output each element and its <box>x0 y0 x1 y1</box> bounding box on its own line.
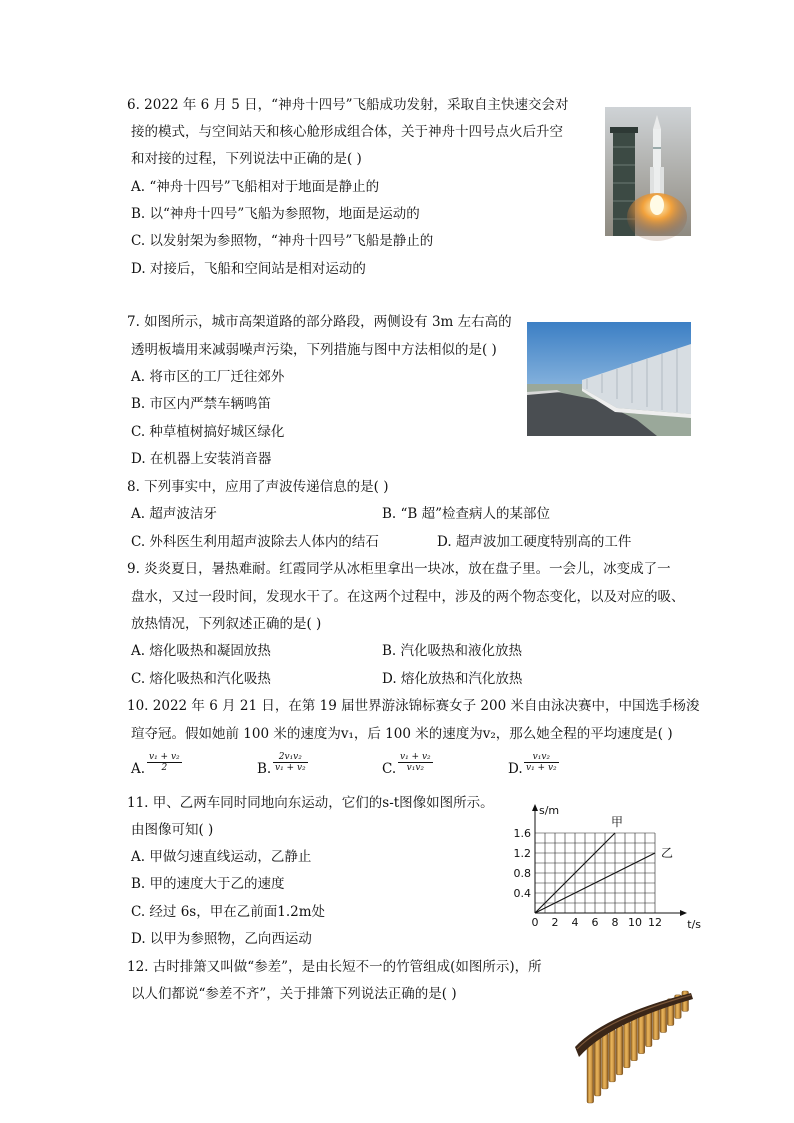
series-label-yi: 乙 <box>661 846 674 860</box>
q7-option-a: A. 将市区的工厂迁往郊外 <box>131 369 285 385</box>
q9-stem-line-1: 9. 炎炎夏日，暑热难耐。红霞同学从冰柜里拿出一块冰，放在盘子里。一会儿，冰变成了一 <box>127 561 671 577</box>
q11-stem-line-1: 11. 甲、乙两车同时同地向东运动，它们的s-t图像如图所示。 <box>127 795 494 811</box>
q9-stem-line-2: 盘水，又过一段时间，发现水干了。在这两个过程中，涉及的两个物态变化，以及对应的吸、 <box>131 589 685 605</box>
x-tick-label: 0 <box>531 916 539 929</box>
q10-option-b-label: B. <box>257 761 272 777</box>
y-tick-label: 0.4 <box>513 887 531 900</box>
q9-option-a: A. 熔化吸热和凝固放热 <box>131 643 271 659</box>
chart-labels <box>514 804 702 931</box>
q8-option-c: C. 外科医生利用超声波除去人体内的结石 <box>131 534 379 550</box>
q6-stem-line-2: 接的模式，与空间站天和核心舱形成组合体，关于神舟十四号点火后升空 <box>131 124 563 140</box>
x-tick-label: 4 <box>571 916 579 929</box>
y-tick-label: 1.6 <box>513 827 531 840</box>
q7-stem-line-1: 7. 如图所示，城市高架道路的部分路段，两侧设有 3m 左右高的 <box>127 314 512 330</box>
q7-stem-line-2: 透明板墙用来减弱噪声污染，下列措施与图中方法相似的是( ) <box>131 342 497 358</box>
q7-option-b: B. 市区内严禁车辆鸣笛 <box>131 396 272 412</box>
q8-option-d: D. 超声波加工硬度特别高的工件 <box>437 534 632 550</box>
q11-option-a: A. 甲做匀速直线运动，乙静止 <box>131 849 312 865</box>
rocket-launch-photo <box>605 107 691 236</box>
q6-stem-line-1: 6. 2022 年 6 月 5 日，“神舟十四号”飞船成功发射，采取自主快速交会对 <box>127 97 569 113</box>
y-tick-label: 1.2 <box>513 847 531 860</box>
q10-option-c-label: C. <box>382 761 397 777</box>
q9-option-b: B. 汽化吸热和液化放热 <box>382 643 523 659</box>
q11-option-d: D. 以甲为参照物，乙向西运动 <box>131 931 312 947</box>
q11-option-c: C. 经过 6s，甲在乙前面1.2m处 <box>131 904 326 920</box>
y-tick-label: 0.8 <box>513 867 531 880</box>
q10-option-c-numerator: v₁ + v₂ <box>400 752 431 762</box>
highway-noise-barrier-photo <box>527 322 691 436</box>
q10-option-b-denominator: v₁ + v₂ <box>275 763 306 773</box>
q10-option-d-denominator: v₁ + v₂ <box>526 763 557 773</box>
q10-option-a-fraction <box>147 752 182 773</box>
q11-stem-line-2: 由图像可知( ) <box>131 822 214 838</box>
flute-tube <box>616 1026 623 1075</box>
q11-option-b: B. 甲的速度大于乙的速度 <box>131 876 285 892</box>
x-tick-label: 8 <box>611 916 619 929</box>
x-tick-label: 6 <box>591 916 599 929</box>
x-axis-arrow <box>680 910 687 916</box>
q6-option-b: B. 以“神舟十四号”飞船为参照物，地面是运动的 <box>131 206 420 222</box>
x-tick-label: 10 <box>628 916 642 929</box>
flute-tube <box>638 1014 645 1054</box>
q8-option-a: A. 超声波洁牙 <box>131 506 217 522</box>
x-tick-label: 12 <box>648 916 662 929</box>
q6-option-a: A. “神舟十四号”飞船相对于地面是静止的 <box>131 179 380 195</box>
q10-stem-line-1: 10. 2022 年 6 月 21 日，在第 19 届世界游泳锦标赛女子 200 米自由泳决赛中，中国选手杨浚 <box>127 698 700 714</box>
q10-stem-line-2: 瑄夺冠。假如她前 100 米的速度为v₁，后 100 米的速度为v₂，那么她全程的平均速度是( ) <box>131 726 673 742</box>
q12-stem-line-1: 12. 古时排箫又叫做“参差”，是由长短不一的竹管组成(如图所示)，所 <box>127 959 542 975</box>
flute-tube <box>645 1010 652 1046</box>
x-tick-label: 2 <box>551 916 559 929</box>
series-label-jia: 甲 <box>611 815 624 829</box>
q7-option-c: C. 种草植树搞好城区绿化 <box>131 424 285 440</box>
flute-tube <box>624 1022 631 1068</box>
flute-tube <box>594 1037 601 1096</box>
q10-option-d-fraction <box>524 752 559 773</box>
q10-option-d-numerator: v₁v₂ <box>524 752 559 763</box>
q10-option-c-fraction <box>398 752 433 773</box>
q10-option-a-denominator: 2 <box>161 763 168 773</box>
q6-stem-line-3: 和对接的过程，下列说法中正确的是( ) <box>131 151 362 167</box>
y-axis-label: s/m <box>539 804 560 817</box>
chart-grid <box>535 833 655 913</box>
q10-option-a-numerator: v₁ + v₂ <box>149 752 180 762</box>
q10-option-c-denominator: v₁v₂ <box>406 763 425 773</box>
q10-option-a-label: A. <box>131 761 146 777</box>
q8-option-b: B. “B 超”检查病人的某部位 <box>382 506 551 522</box>
flute-tube <box>609 1029 616 1081</box>
q6-option-d: D. 对接后，飞船和空间站是相对运动的 <box>131 261 366 277</box>
q10-option-b-fraction <box>273 752 308 773</box>
x-axis-label: t/s <box>687 918 701 931</box>
q6-option-c: C. 以发射架为参照物，“神舟十四号”飞船是静止的 <box>131 233 434 249</box>
q9-option-d: D. 熔化放热和汽化放热 <box>382 671 523 687</box>
q9-stem-line-3: 放热情况，下列叙述正确的是( ) <box>131 616 322 632</box>
flute-tube <box>631 1018 638 1061</box>
q10-option-b-numerator: 2v₁v₂ <box>273 752 308 763</box>
q12-stem-line-2: 以人们都说“参差不齐”，关于排箫下列说法正确的是( ) <box>131 986 457 1002</box>
q10-option-d-label: D. <box>508 761 523 777</box>
flute-tube <box>587 1041 594 1103</box>
pan-flute-picture <box>565 965 695 1065</box>
q7-option-d: D. 在机器上安装消音器 <box>131 451 272 467</box>
flute-tube <box>602 1033 609 1089</box>
q9-option-c: C. 熔化吸热和汽化吸热 <box>131 671 271 687</box>
s-t-chart <box>505 800 701 935</box>
y-axis-arrow <box>532 804 538 811</box>
q8-stem: 8. 下列事实中，应用了声波传递信息的是( ) <box>127 479 389 495</box>
